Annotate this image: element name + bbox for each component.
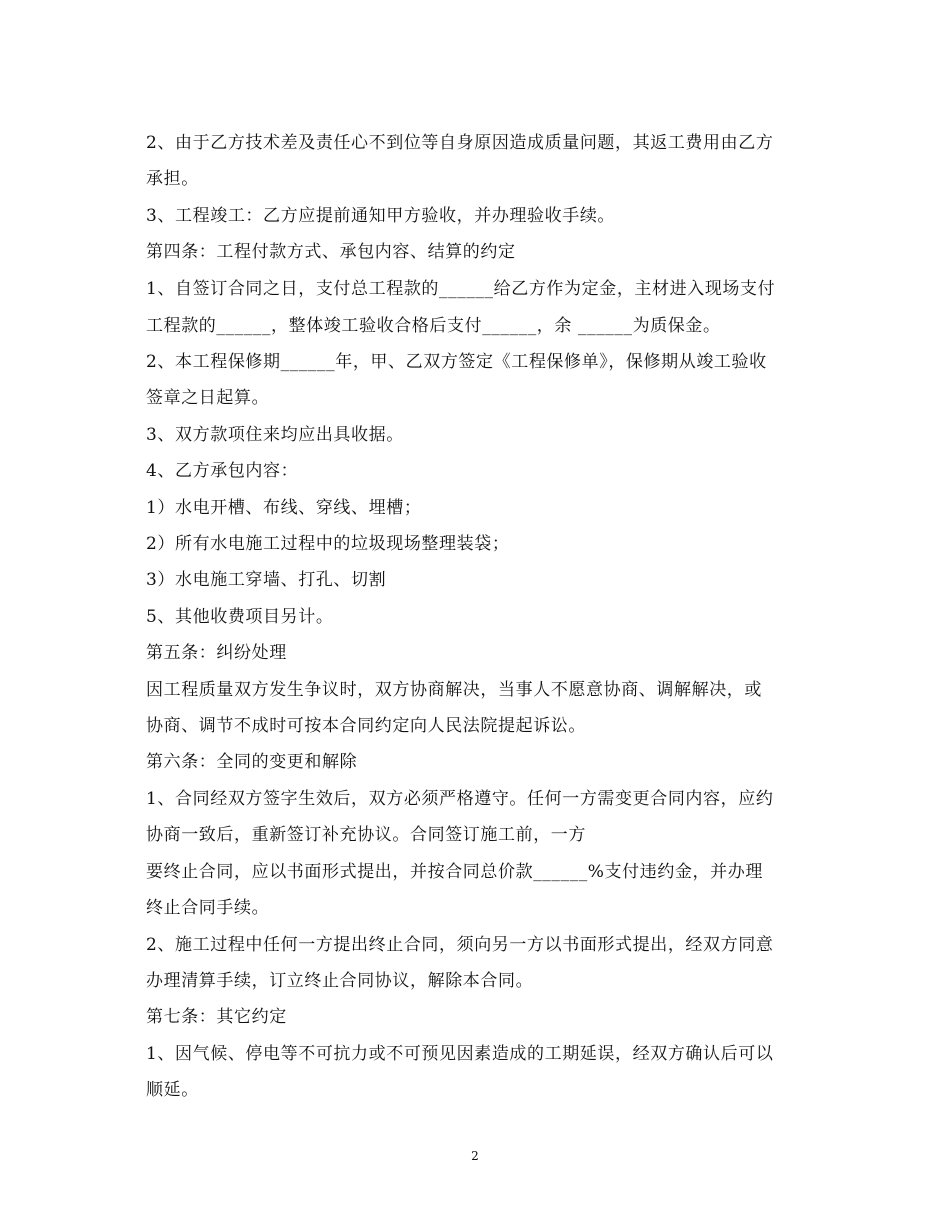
list-item: 2）所有水电施工过程中的垃圾现场整理装袋； bbox=[146, 534, 510, 554]
text-line: 3、工程竣工：乙方应提前通知甲方验收，并办理验收手续。 bbox=[146, 206, 616, 226]
text-line: 2、施工过程中任何一方提出终止合同，须向另一方以书面形式提出，经双方同意 bbox=[146, 935, 774, 955]
text-line: 2、由于乙方技术差及责任心不到位等自身原因造成质量问题，其返工费用由乙方 bbox=[146, 133, 774, 153]
text-line: 1、因气候、停电等不可抗力或不可预见因素造成的工期延误，经双方确认后可以 bbox=[146, 1044, 774, 1064]
section-heading: 第七条：其它约定 bbox=[146, 1007, 287, 1027]
text-line: 4、乙方承包内容： bbox=[146, 461, 299, 481]
text-line: 3、双方款项住来均应出具收据。 bbox=[146, 425, 404, 445]
text-line: 1、合同经双方签字生效后，双方必须严格遵守。任何一方需变更合同内容，应约 bbox=[146, 789, 774, 809]
section-heading: 第六条：全同的变更和解除 bbox=[146, 752, 358, 772]
text-line: 协商一致后，重新签订补充协议。合同签订施工前，一方 bbox=[146, 825, 586, 845]
section-heading: 第四条：工程付款方式、承包内容、结算的约定 bbox=[146, 242, 516, 262]
list-item: 1）水电开槽、布线、穿线、埋槽； bbox=[146, 498, 422, 518]
page-number: 2 bbox=[471, 1149, 479, 1163]
text-line: 2、本工程保修期______年，甲、乙双方签定《工程保修单》，保修期从竣工验收 bbox=[146, 352, 767, 372]
section-heading: 第五条：纠纷处理 bbox=[146, 643, 287, 663]
text-line: 签章之日起算。 bbox=[146, 388, 270, 408]
text-line: 因工程质量双方发生争议时，双方协商解决，当事人不愿意协商、调解解决，或 bbox=[146, 680, 762, 700]
list-item: 3）水电施工穿墙、打孔、切割 bbox=[146, 570, 387, 590]
text-line: 承担。 bbox=[146, 169, 199, 189]
text-line: 5、其他收费项目另计。 bbox=[146, 607, 334, 627]
text-line: 办理清算手续，订立终止合同协议，解除本合同。 bbox=[146, 971, 534, 991]
text-line: 协商、调节不成时可按本合同约定向人民法院提起诉讼。 bbox=[146, 716, 586, 736]
text-line: 工程款的______，整体竣工验收合格后支付______，余 ______为质保金。 bbox=[146, 316, 721, 336]
text-line: 要终止合同，应以书面形式提出，并按合同总价款______%支付违约金，并办理 bbox=[146, 862, 763, 882]
text-line: 顺延。 bbox=[146, 1080, 199, 1100]
text-line: 终止合同手续。 bbox=[146, 898, 270, 918]
text-line: 1、自签订合同之日，支付总工程款的______给乙方作为定金，主材进入现场支付 bbox=[146, 279, 776, 299]
